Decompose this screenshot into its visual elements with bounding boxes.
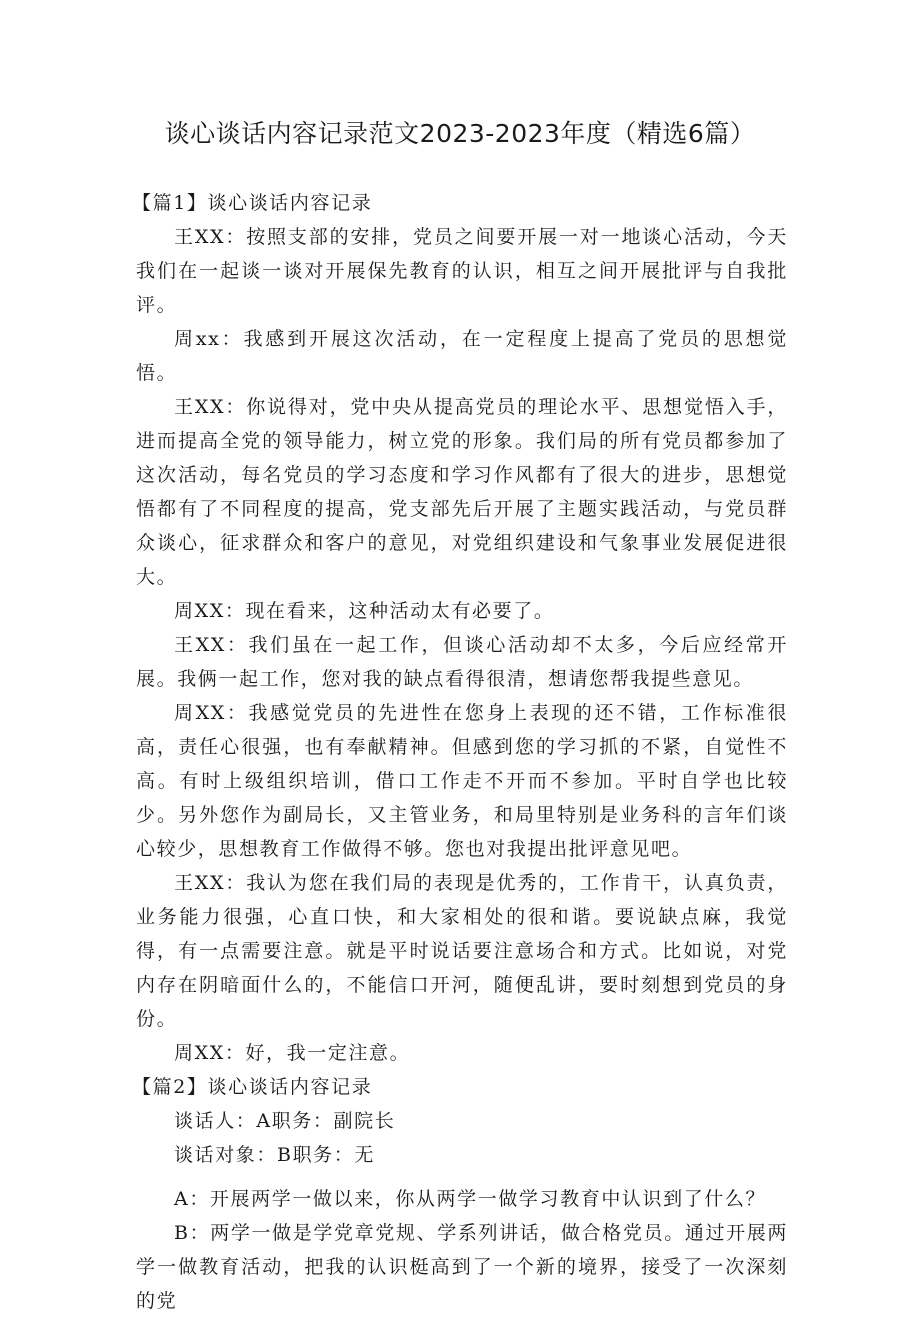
section-heading-2: 【篇2】谈心谈话内容记录: [132, 1076, 373, 1098]
document-body: [132, 186, 788, 1318]
dialogue-paragraph: 王XX：我们虽在一起工作，但谈心活动却不太多，今后应经常开展。我俩一起工作，您对我的缺点看得很清，想请您帮我提些意见。: [136, 634, 788, 690]
dialogue-paragraph: 周xx：我感到开展这次活动，在一定程度上提高了党员的思想觉悟。: [136, 328, 788, 384]
section-heading-1: 【篇1】谈心谈话内容记录: [132, 192, 373, 214]
dialogue-paragraph: 周XX：现在看来，这种活动太有必要了。: [174, 600, 555, 622]
dialogue-paragraph: A：开展两学一做以来，你从两学一做学习教育中认识到了什么？: [174, 1188, 767, 1210]
dialogue-paragraph: 王XX：我认为您在我们局的表现是优秀的，工作肯干，认真负责，业务能力很强，心直口快，和大家相处的很和谐。要说缺点麻，我觉得，有一点需要注意。就是平时说话要注意场合和方式。比如说，对党内存在阴暗面什么的，不能信口开河，随便乱讲，要时刻想到党员的身份。: [136, 872, 788, 1030]
dialogue-paragraph: B：两学一做是学党章党规、学系列讲话，做合格党员。通过开展两学一做教育活动，把我的认识梃高到了一个新的境界，接受了一次深刻的党: [136, 1222, 788, 1312]
interviewer-line: 谈话人：A职务：副院长: [174, 1110, 396, 1132]
dialogue-paragraph: 周XX：好，我一定注意。: [174, 1042, 411, 1064]
document-title: 谈心谈话内容记录范文2023-2023年度（精选6篇）: [164, 119, 756, 148]
interviewee-line: 谈话对象：B职务：无: [174, 1144, 375, 1166]
dialogue-paragraph: 王XX：按照支部的安排，党员之间要开展一对一地谈心活动，今天我们在一起谈一谈对开展保先教育的认识，相互之间开展批评与自我批评。: [136, 226, 788, 316]
dialogue-paragraph: 周XX：我感觉党员的先进性在您身上表现的还不错，工作标准很高，责任心很强，也有奉献精神。但感到您的学习抓的不紧，自觉性不高。有时上级组织培训，借口工作走不开而不参加。平时自学也比较少。另外您作为副局长，又主管业务，和局里特别是业务科的言年们谈心较少，思想教育工作做得不够。您也对我提出批评意见吧。: [136, 702, 788, 860]
dialogue-paragraph: 王XX：你说得对，党中央从提高党员的理论水平、思想觉悟入手，进而提高全党的领导能力，树立党的形象。我们局的所有党员都参加了这次活动，每名党员的学习态度和学习作风都有了很大的进步，思想觉悟都有了不同程度的提高，党支部先后开展了主题实践活动，与党员群众谈心，征求群众和客户的意见，对党组织建设和气象事业发展促进很大。: [136, 396, 788, 588]
